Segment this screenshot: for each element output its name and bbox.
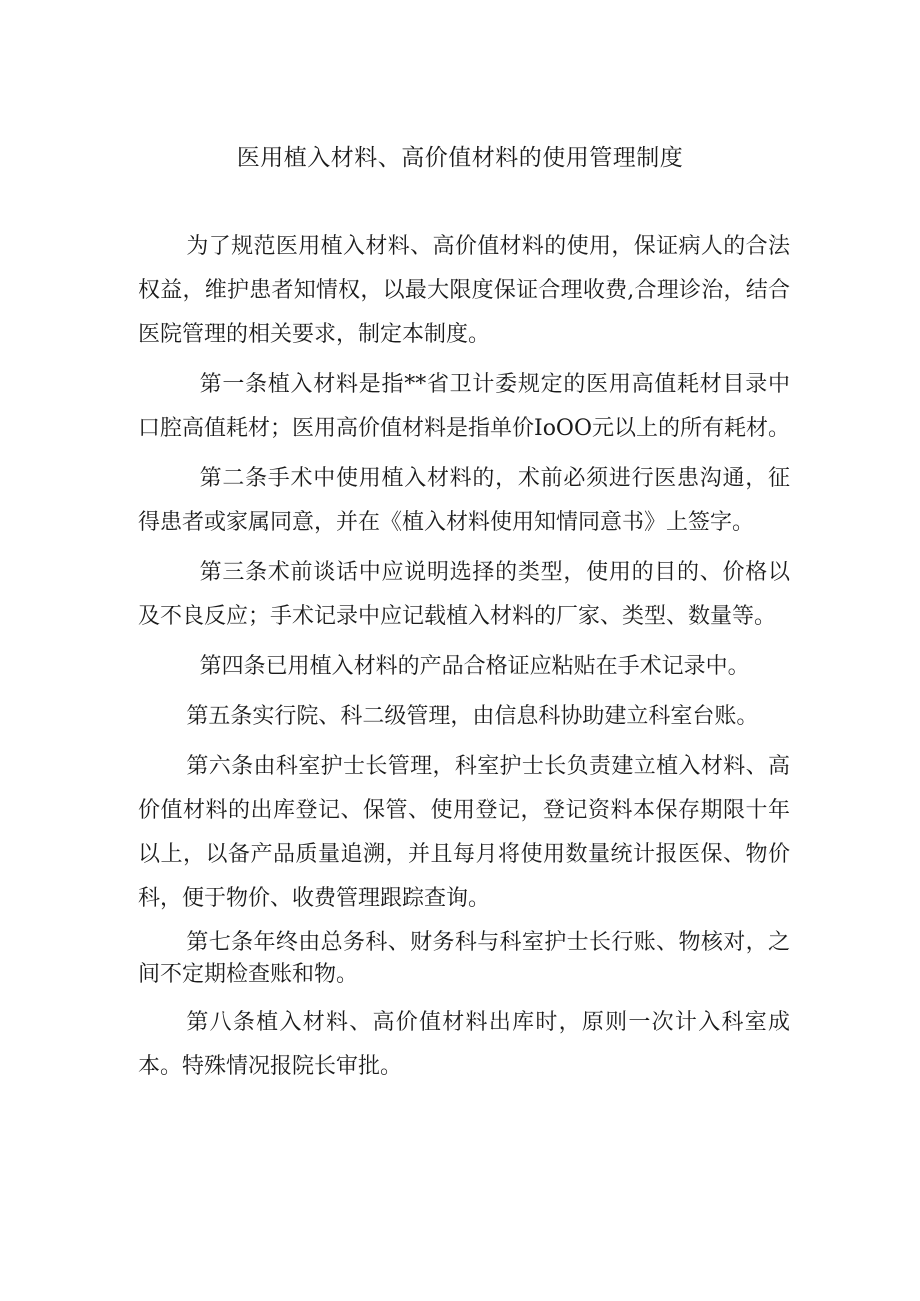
document-body <box>138 225 790 1095</box>
paragraph-article-7: 第七条年终由总务科、财务科与科室护士长行账、物核对，之间不定期检查账和物。 <box>138 930 790 987</box>
paragraph-article-1: 第一条植入材料是指**省卫计委规定的医用高值耗材目录中口腔高值耗材；医用高价值材料是指单价IoOO元以上的所有耗材。 <box>138 372 791 441</box>
document-title: 医用植入材料、高价值材料的使用管理制度 <box>236 145 684 171</box>
paragraph-article-5: 第五条实行院、科二级管理，由信息科协助建立科室台账。 <box>186 704 759 729</box>
paragraph-article-6: 第六条由科室护士长管理，科室护士长负责建立植入材料、高价值材料的出库登记、保管、使用登记，登记资料本保存期限十年以上，以备产品质量追溯，并且每月将使用数量统计报医保、物价科，便于物价、收费管理跟踪查询。 <box>138 754 790 911</box>
paragraph-article-8: 第八条植入材料、高价值材料出库时，原则一次计入科室成本。特殊情况报院长审批。 <box>138 1010 790 1079</box>
paragraph-article-3: 第三条术前谈话中应说明选择的类型，使用的目的、价格以及不良反应；手术记录中应记载植入材料的厂家、类型、数量等。 <box>138 560 790 629</box>
paragraph-preamble: 为了规范医用植入材料、高价值材料的使用，保证病人的合法权益，维护患者知情权，以最大限度保证合理收费,合理诊治，结合医院管理的相关要求，制定本制度。 <box>138 234 790 347</box>
paragraph-article-2: 第二条手术中使用植入材料的，术前必须进行医患沟通，征得患者或家属同意，并在《植入材料使用知情同意书》上签字。 <box>138 466 790 535</box>
paragraph-article-4: 第四条已用植入材料的产品合格证应粘贴在手术记录中。 <box>199 654 750 679</box>
